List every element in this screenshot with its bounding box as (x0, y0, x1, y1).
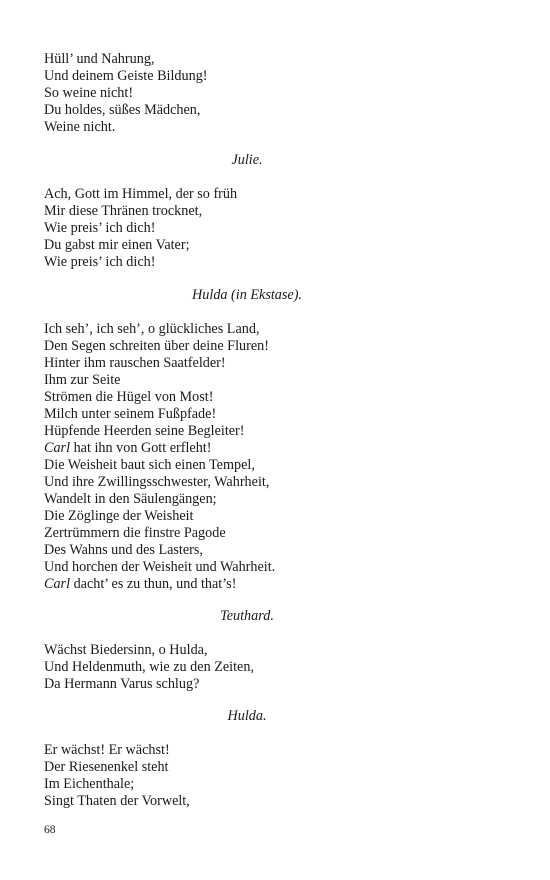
page-number: 68 (44, 824, 56, 836)
verse-line: Du gabst mir einen Vater; (44, 237, 190, 253)
verse-line: Zertrümmern die finstre Pagode (44, 525, 226, 541)
speaker-teuthard: Teuthard. (220, 608, 274, 624)
speaker-hulda-ekstase: Hulda (in Ekstase). (192, 287, 302, 303)
verse-line: Die Weisheit baut sich einen Tempel, (44, 457, 255, 473)
verse-line: Wie preis’ ich dich! (44, 220, 156, 236)
verse-line: Wie preis’ ich dich! (44, 254, 156, 270)
verse-text: hat ihn von Gott erfleht! (73, 440, 212, 456)
verse-line (44, 440, 211, 457)
verse-line: Wächst Biedersinn, o Hulda, (44, 642, 208, 658)
verse-line: Ach, Gott im Himmel, der so früh (44, 186, 238, 202)
verse-line: Ihm zur Seite (44, 372, 121, 388)
verse-line: Und deinem Geiste Bildung! (44, 68, 208, 84)
verse-line: Den Segen schreiten über deine Fluren! (44, 338, 269, 354)
verse-line: Da Hermann Varus schlug? (44, 676, 200, 692)
verse-line: Singt Thaten der Vorwelt, (44, 793, 190, 809)
verse-line (44, 576, 236, 593)
verse-line: Im Eichenthale; (44, 776, 135, 792)
verse-line: Die Zöglinge der Weisheit (44, 508, 194, 524)
name-carl: Carl (44, 440, 71, 456)
verse-line: Und horchen der Weisheit und Wahrheit. (44, 559, 276, 575)
verse-line: Hüll’ und Nahrung, (44, 51, 155, 67)
verse-line: Weine nicht. (44, 119, 116, 135)
verse-line: Mir diese Thränen trocknet, (44, 203, 203, 219)
verse-line: Hüpfende Heerden seine Begleiter! (44, 423, 245, 439)
verse-line: Wandelt in den Säulengängen; (44, 491, 217, 507)
speaker-julie: Julie. (231, 152, 263, 168)
verse-line: Du holdes, süßes Mädchen, (44, 102, 201, 118)
verse-line: Und ihre Zwillingsschwester, Wahrheit, (44, 474, 270, 490)
verse-line: Der Riesenenkel steht (44, 759, 169, 775)
verse-line: Und Heldenmuth, wie zu den Zeiten, (44, 659, 254, 675)
verse-line: Er wächst! Er wächst! (44, 742, 170, 758)
verse-line: Milch unter seinem Fußpfade! (44, 406, 217, 422)
verse-line: Hinter ihm rauschen Saatfelder! (44, 355, 226, 371)
verse-line: Strömen die Hügel von Most! (44, 389, 214, 405)
verse-line: Des Wahns und des Lasters, (44, 542, 203, 558)
speaker-hulda: Hulda. (227, 708, 267, 724)
verse-line: So weine nicht! (44, 85, 134, 101)
verse-text: dacht’ es zu thun, und that’s! (73, 576, 237, 592)
name-carl: Carl (44, 576, 71, 592)
verse-line: Ich seh’, ich seh’, o glückliches Land, (44, 321, 260, 337)
